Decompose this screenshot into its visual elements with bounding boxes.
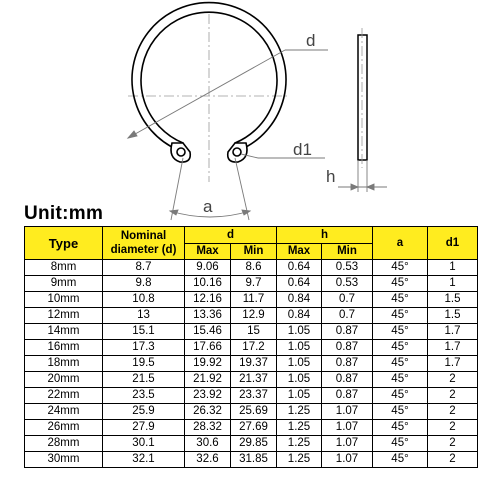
table-row — [25, 372, 478, 388]
cell-d1: 1.5 — [428, 308, 478, 324]
cell-type: 8mm — [25, 260, 103, 276]
cell-d-max: 9.06 — [185, 260, 231, 276]
header-type: Type — [25, 227, 103, 260]
cell-d-min: 23.37 — [231, 388, 277, 404]
cell-h-max: 1.05 — [277, 324, 322, 340]
cell-nominal-diameter: 8.7 — [103, 260, 185, 276]
header-nominal — [103, 227, 185, 260]
label-d1: d1 — [293, 140, 312, 159]
cell-a: 45° — [373, 260, 428, 276]
table-row — [25, 436, 478, 452]
cell-h-min: 0.7 — [322, 308, 373, 324]
cell-a: 45° — [373, 372, 428, 388]
cell-type: 12mm — [25, 308, 103, 324]
header-d-max: Max — [185, 244, 231, 260]
table-row — [25, 308, 478, 324]
cell-nominal-diameter: 27.9 — [103, 420, 185, 436]
cell-a: 45° — [373, 292, 428, 308]
cell-nominal-diameter: 9.8 — [103, 276, 185, 292]
cell-h-max: 1.05 — [277, 388, 322, 404]
cell-d-min: 17.2 — [231, 340, 277, 356]
table-row — [25, 404, 478, 420]
cell-d-max: 28.32 — [185, 420, 231, 436]
cell-h-min: 0.87 — [322, 356, 373, 372]
cell-h-min: 1.07 — [322, 436, 373, 452]
table-row — [25, 292, 478, 308]
label-d: d — [306, 31, 316, 50]
cell-type: 10mm — [25, 292, 103, 308]
cell-type: 24mm — [25, 404, 103, 420]
header-a: a — [373, 227, 428, 260]
cell-type: 20mm — [25, 372, 103, 388]
cell-h-max: 0.64 — [277, 276, 322, 292]
cell-d-max: 15.46 — [185, 324, 231, 340]
cell-d-min: 11.7 — [231, 292, 277, 308]
cell-d1: 2 — [428, 404, 478, 420]
cell-d1: 2 — [428, 436, 478, 452]
table-row — [25, 324, 478, 340]
header-d-min: Min — [231, 244, 277, 260]
cell-type: 30mm — [25, 452, 103, 468]
cell-d-min: 15 — [231, 324, 277, 340]
cell-nominal-diameter: 23.5 — [103, 388, 185, 404]
cell-h-min: 0.87 — [322, 372, 373, 388]
cell-d1: 1.7 — [428, 356, 478, 372]
cell-h-min: 1.07 — [322, 404, 373, 420]
cell-a: 45° — [373, 340, 428, 356]
centerlines — [128, 14, 290, 182]
header-d1: d1 — [428, 227, 478, 260]
ring-lug-right — [228, 143, 247, 162]
cell-d-min: 25.69 — [231, 404, 277, 420]
cell-d1: 2 — [428, 372, 478, 388]
cell-d1: 1.7 — [428, 324, 478, 340]
cell-a: 45° — [373, 324, 428, 340]
cell-d1: 1 — [428, 276, 478, 292]
dimension-h — [338, 160, 387, 192]
cell-h-max: 1.05 — [277, 372, 322, 388]
header-nominal-line2: diameter (d) — [110, 244, 177, 256]
ring-lug-left — [171, 143, 190, 162]
cell-nominal-diameter: 13 — [103, 308, 185, 324]
cell-a: 45° — [373, 404, 428, 420]
cell-type: 14mm — [25, 324, 103, 340]
cell-d-min: 27.69 — [231, 420, 277, 436]
cell-a: 45° — [373, 276, 428, 292]
cell-d-min: 29.85 — [231, 436, 277, 452]
cell-nominal-diameter: 17.3 — [103, 340, 185, 356]
cell-d-max: 30.6 — [185, 436, 231, 452]
header-row-1 — [25, 227, 478, 244]
table-row — [25, 388, 478, 404]
cell-nominal-diameter: 32.1 — [103, 452, 185, 468]
cell-h-max: 0.84 — [277, 292, 322, 308]
cell-d-max: 23.92 — [185, 388, 231, 404]
cell-h-max: 0.64 — [277, 260, 322, 276]
cell-a: 45° — [373, 452, 428, 468]
cell-h-min: 0.53 — [322, 260, 373, 276]
header-h-max: Max — [277, 244, 322, 260]
cell-d-min: 8.6 — [231, 260, 277, 276]
cell-h-min: 0.87 — [322, 340, 373, 356]
label-h: h — [326, 167, 336, 186]
cell-d-min: 9.7 — [231, 276, 277, 292]
cell-d-min: 31.85 — [231, 452, 277, 468]
cell-h-min: 1.07 — [322, 420, 373, 436]
cell-d1: 1 — [428, 260, 478, 276]
cell-a: 45° — [373, 356, 428, 372]
cell-h-max: 1.25 — [277, 436, 322, 452]
spec-table — [24, 226, 478, 468]
cell-d-max: 17.66 — [185, 340, 231, 356]
cell-a: 45° — [373, 420, 428, 436]
cell-nominal-diameter: 19.5 — [103, 356, 185, 372]
label-a: a — [203, 197, 213, 216]
table-row — [25, 420, 478, 436]
cell-d-max: 21.92 — [185, 372, 231, 388]
dimension-d1 — [241, 154, 325, 158]
cell-type: 9mm — [25, 276, 103, 292]
header-h-min: Min — [322, 244, 373, 260]
ring-technical-drawing — [0, 0, 500, 225]
cell-d-max: 32.6 — [185, 452, 231, 468]
cell-h-max: 1.25 — [277, 420, 322, 436]
cell-h-min: 0.87 — [322, 324, 373, 340]
cell-d1: 2 — [428, 452, 478, 468]
cell-h-max: 1.25 — [277, 452, 322, 468]
cell-h-min: 0.7 — [322, 292, 373, 308]
cell-nominal-diameter: 15.1 — [103, 324, 185, 340]
table-row — [25, 276, 478, 292]
cell-h-max: 0.84 — [277, 308, 322, 324]
cell-a: 45° — [373, 436, 428, 452]
header-d: d — [185, 227, 277, 244]
cell-type: 26mm — [25, 420, 103, 436]
cell-type: 28mm — [25, 436, 103, 452]
cell-nominal-diameter: 10.8 — [103, 292, 185, 308]
cell-d1: 2 — [428, 388, 478, 404]
cell-h-min: 0.53 — [322, 276, 373, 292]
header-h: h — [277, 227, 373, 244]
cell-d-max: 13.36 — [185, 308, 231, 324]
cell-d-max: 19.92 — [185, 356, 231, 372]
cell-nominal-diameter: 21.5 — [103, 372, 185, 388]
cell-type: 18mm — [25, 356, 103, 372]
unit-title: Unit:mm — [24, 203, 104, 224]
table-row — [25, 340, 478, 356]
cell-h-max: 1.25 — [277, 404, 322, 420]
cell-d-min: 12.9 — [231, 308, 277, 324]
ring-side-view — [358, 35, 367, 160]
spec-table-body — [25, 260, 478, 468]
cell-d1: 2 — [428, 420, 478, 436]
table-row — [25, 260, 478, 276]
cell-h-min: 0.87 — [322, 388, 373, 404]
table-row — [25, 452, 478, 468]
cell-h-max: 1.05 — [277, 356, 322, 372]
cell-nominal-diameter: 30.1 — [103, 436, 185, 452]
cell-d-max: 10.16 — [185, 276, 231, 292]
cell-d-max: 26.32 — [185, 404, 231, 420]
cell-h-min: 1.07 — [322, 452, 373, 468]
cell-d-min: 19.37 — [231, 356, 277, 372]
cell-d-max: 12.16 — [185, 292, 231, 308]
cell-d-min: 21.37 — [231, 372, 277, 388]
table-row — [25, 356, 478, 372]
cell-a: 45° — [373, 308, 428, 324]
cell-d1: 1.7 — [428, 340, 478, 356]
cell-a: 45° — [373, 388, 428, 404]
cell-h-max: 1.05 — [277, 340, 322, 356]
header-nominal-line1: Nominal — [120, 230, 167, 242]
cell-nominal-diameter: 25.9 — [103, 404, 185, 420]
cell-type: 16mm — [25, 340, 103, 356]
cell-d1: 1.5 — [428, 292, 478, 308]
cell-type: 22mm — [25, 388, 103, 404]
